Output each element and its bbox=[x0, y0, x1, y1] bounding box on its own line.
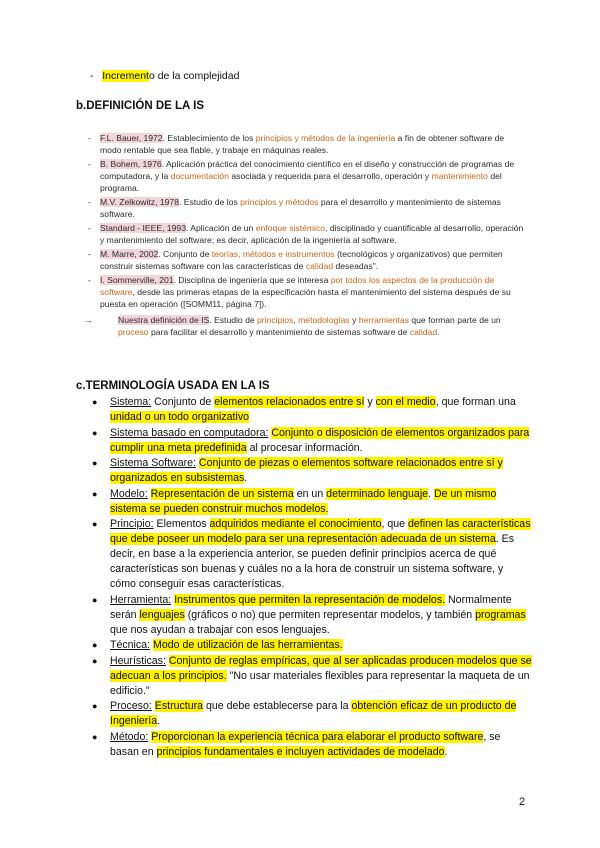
text: que nos ayudan a trabajar con esos lenguajes. bbox=[110, 623, 330, 636]
keyword: enfoque sistémico bbox=[255, 223, 326, 233]
text: , que bbox=[381, 518, 409, 530]
term-metodo bbox=[92, 730, 532, 760]
highlighted-text: Conjunto o disposición de elementos organizados para cumplir una meta predefinida bbox=[110, 426, 530, 454]
bullet-icon: ● bbox=[92, 458, 98, 468]
term-label: Sistema Software: bbox=[110, 457, 196, 469]
definition-ieee bbox=[84, 222, 524, 246]
keyword: calidad bbox=[305, 261, 334, 271]
term-label: Herramienta: bbox=[110, 593, 172, 606]
term-label: Principio: bbox=[110, 518, 154, 530]
term-label: Proceso: bbox=[110, 700, 152, 712]
bullet-icon: ● bbox=[92, 731, 98, 742]
definitions-sketch bbox=[84, 132, 524, 338]
text: . Disciplina de ingeniería que se interesa bbox=[173, 275, 331, 285]
keyword: herramientas bbox=[358, 315, 409, 325]
text: . bbox=[157, 715, 161, 727]
text: . bbox=[428, 487, 434, 500]
text: Elementos bbox=[153, 518, 210, 530]
text: , disciplinado y cuantificable al desarrollo, operación y mantenimiento del software; es decir, aplicación de la ingeniería al software. bbox=[100, 223, 524, 245]
bullet-icon: ● bbox=[92, 655, 98, 666]
definition-marre bbox=[84, 248, 524, 272]
definition-zelkowitz bbox=[84, 196, 524, 220]
bullet-icon: ● bbox=[92, 701, 98, 711]
term-label: Técnica: bbox=[110, 639, 151, 651]
term-label: Sistema: bbox=[110, 396, 152, 408]
term-modelo bbox=[92, 487, 532, 517]
text: . bbox=[437, 327, 440, 337]
dash: - bbox=[88, 133, 91, 143]
highlighted-text: Conjunto de reglas empíricas, que al ser aplicadas producen modelos que se adecuan a los principios. bbox=[110, 654, 532, 682]
highlighted-text: definen las características que debe poseer un modelo para ser una representación adecuada de un sistema bbox=[110, 518, 531, 545]
highlighted-text: obtención eficaz de un producto de Ingeniería bbox=[110, 700, 517, 727]
keyword: por todos los aspectos de la producción de software bbox=[100, 275, 495, 297]
text: . bbox=[244, 472, 248, 484]
bullet-icon: ● bbox=[92, 488, 98, 499]
author: B. Bohem, 1976 bbox=[100, 159, 162, 169]
term-heuristicas bbox=[92, 654, 532, 699]
text: a fin de obtener software de modo rentable que sea fiable, y trabaje en máquinas reales. bbox=[100, 133, 505, 155]
keyword: principios y métodos de la ingeniería bbox=[255, 133, 396, 143]
own-definition-label: Nuestra definición de IS bbox=[118, 315, 210, 325]
dash: - bbox=[88, 249, 91, 259]
arrow-icon: → bbox=[84, 315, 93, 325]
dash: - bbox=[88, 197, 91, 207]
dash: - bbox=[88, 223, 91, 233]
highlighted-text: programas bbox=[475, 608, 526, 621]
author: F.L. Bauer, 1972 bbox=[100, 133, 163, 143]
dash: - bbox=[90, 70, 94, 82]
definition-bohem bbox=[84, 158, 524, 194]
text: . Aplicación de un bbox=[186, 223, 256, 233]
text: para el desarrollo y mantenimiento de sistemas software. bbox=[100, 197, 501, 219]
text: . Establecimiento de los bbox=[162, 133, 256, 143]
term-proceso bbox=[92, 699, 532, 729]
keyword: mantenimiento bbox=[431, 171, 488, 181]
highlighted-text: lenguajes bbox=[139, 608, 185, 621]
dash: - bbox=[88, 275, 91, 285]
text: del programa. bbox=[100, 171, 502, 193]
keyword: principios y métodos bbox=[240, 197, 319, 207]
definition-sommerville bbox=[84, 274, 524, 310]
text: , que forman una bbox=[435, 396, 516, 408]
text: . Conjunto de bbox=[158, 249, 212, 259]
term-sistema-computadora bbox=[92, 426, 532, 456]
highlighted-text: Modo de utilización de las herramientas. bbox=[153, 639, 343, 651]
dash: - bbox=[88, 159, 91, 169]
text: que forman parte de un bbox=[408, 315, 501, 325]
bullet-icon: ● bbox=[92, 397, 98, 407]
term-sistema-software bbox=[92, 456, 532, 486]
highlighted-text: elementos relacionados entre sí bbox=[214, 396, 365, 408]
keyword: documentación bbox=[170, 171, 229, 181]
item-text: o de la complejidad bbox=[148, 70, 240, 82]
text: (tecnológicos y organizativos) que permiten construir sistemas software con las características de bbox=[100, 249, 503, 271]
keyword: principios bbox=[257, 315, 294, 325]
complexity-item bbox=[90, 70, 239, 82]
term-sistema bbox=[92, 395, 532, 425]
text: . Estudio de bbox=[209, 315, 258, 325]
page-number: 2 bbox=[519, 796, 526, 808]
highlighted-text: unidad o un todo organizativo bbox=[110, 411, 250, 423]
highlighted-text: De un mismo sistema se pueden construir muchos modelos. bbox=[110, 487, 497, 515]
highlighted-text: Proporcionan la experiencia técnica para elaborar el producto software bbox=[151, 730, 484, 743]
text: deseadas". bbox=[333, 261, 379, 271]
bullet-icon: ● bbox=[92, 640, 98, 650]
highlighted-text: Increment bbox=[102, 70, 149, 82]
keyword: teorías, métodos e instrumentos bbox=[211, 249, 335, 259]
terminology-list bbox=[92, 395, 532, 760]
term-label: Modelo: bbox=[110, 487, 148, 500]
section-c-heading: c.TERMINOLOGÍA USADA EN LA IS bbox=[76, 380, 270, 392]
text: , desde las primeras etapas de la especificación hasta el mantenimiento del sistema después de su puesta en operación ([SOMM11, página 7]). bbox=[100, 287, 511, 309]
text: , bbox=[293, 315, 299, 325]
author: Standard - IEEE, 1993 bbox=[100, 223, 186, 233]
text: "No usar materiales flexibles para representar la maqueta de un edificio." bbox=[110, 669, 530, 697]
text: (gráficos o no) que permiten representar modelos, y también bbox=[184, 608, 476, 621]
term-label: Método: bbox=[110, 730, 149, 743]
text: que debe establecerse para la bbox=[203, 700, 352, 712]
text: , se basan en bbox=[110, 730, 501, 758]
highlighted-text: Instrumentos que permiten la representación de modelos. bbox=[174, 593, 446, 606]
highlighted-text: Representación de un sistema bbox=[150, 487, 294, 500]
highlighted-text: Estructura bbox=[154, 700, 204, 712]
highlighted-text: determinado lenguaje bbox=[326, 487, 429, 500]
keyword: proceso bbox=[118, 327, 149, 337]
author: M. Marre, 2002 bbox=[100, 249, 159, 259]
highlighted-text: principios fundamentales e incluyen actividades de modelado bbox=[156, 745, 445, 758]
text: al procesar información. bbox=[246, 441, 363, 454]
text: para facilitar el desarrollo y mantenimiento de sistemas software de bbox=[148, 327, 410, 337]
text: Conjunto de bbox=[151, 396, 215, 408]
bullet-icon: ● bbox=[92, 519, 98, 529]
text: Normalmente serán bbox=[110, 593, 512, 621]
term-label: Sistema basado en computadora: bbox=[110, 426, 269, 439]
own-definition bbox=[84, 314, 524, 338]
highlighted-text: Conjunto de piezas o elementos software relacionados entre sí y organizados en subsistemas bbox=[110, 457, 503, 484]
highlighted-text: con el medio bbox=[375, 396, 436, 408]
text: en un bbox=[293, 487, 327, 500]
term-herramienta bbox=[92, 593, 532, 638]
text: . Aplicación práctica del conocimiento científico en el diseño y construcción de programas de computadora, y la bbox=[100, 159, 515, 181]
bullet-icon: ● bbox=[92, 594, 98, 605]
definition-bauer bbox=[84, 132, 524, 156]
highlighted-text: adquiridos mediante el conocimiento bbox=[209, 518, 382, 530]
keyword: calidad bbox=[409, 327, 438, 337]
text: . Estudio de los bbox=[178, 197, 241, 207]
text: asociada y requerida para el desarrollo, operación y bbox=[229, 171, 432, 181]
author: I. Sommerville, 201 bbox=[100, 275, 174, 285]
term-principio bbox=[92, 517, 532, 592]
section-b-heading: b.DEFINICIÓN DE LA IS bbox=[76, 100, 204, 112]
author: M.V. Zelkowitz, 1978 bbox=[100, 197, 179, 207]
term-label: Heurísticas: bbox=[110, 654, 166, 667]
term-tecnica bbox=[92, 638, 532, 653]
text: . Es decir, en base a la experiencia anterior, se pueden definir principios acerca de qué características son buenas y cuáles no a la hora de construir un sistema software, y cómo conseguir esas características. bbox=[110, 533, 515, 590]
text: y bbox=[364, 396, 376, 408]
text: y bbox=[349, 315, 359, 325]
keyword: metodologías bbox=[298, 315, 350, 325]
text: . bbox=[444, 745, 448, 758]
bullet-icon: ● bbox=[92, 427, 98, 438]
